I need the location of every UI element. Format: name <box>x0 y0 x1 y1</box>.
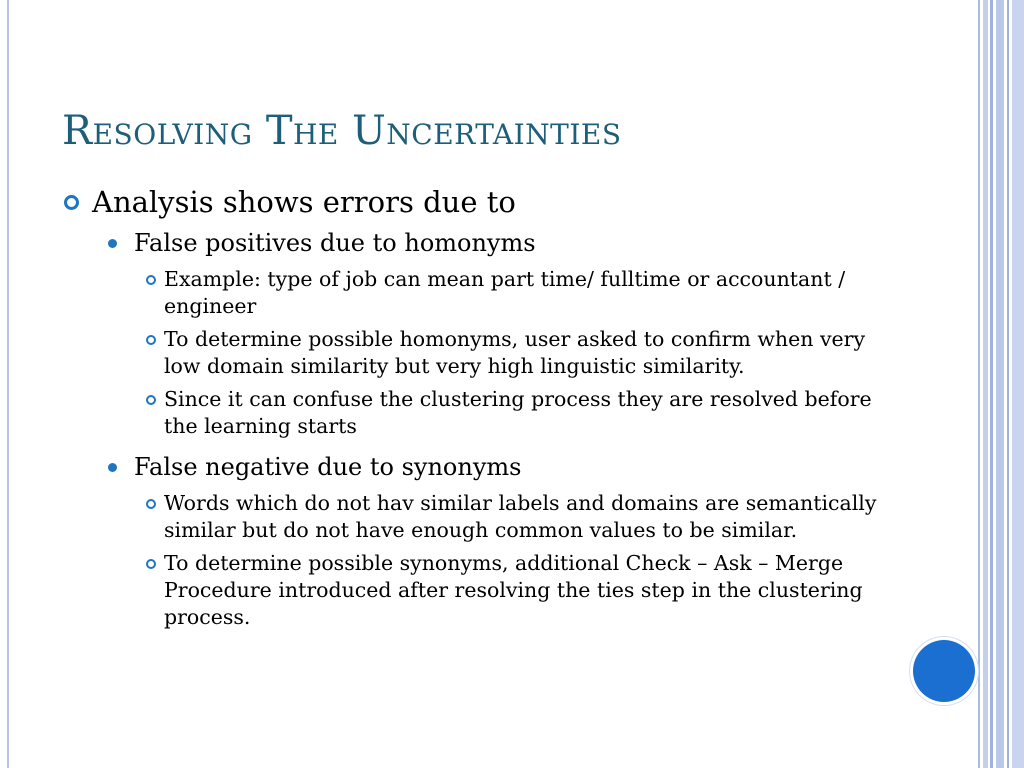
right-stripe <box>990 0 993 768</box>
bullet-text: False negative due to synonyms <box>134 453 522 481</box>
dot-bullet-icon <box>108 239 117 248</box>
bullet-text: To determine possible homonyms, user asked to confirm when very low domain similarity but very high linguistic similarity. <box>164 327 866 378</box>
ring-bullet-icon <box>146 335 156 345</box>
bullet-text: False positives due to homonyms <box>134 229 536 257</box>
right-stripe <box>978 0 980 768</box>
bullet-text: Analysis shows errors due to <box>92 185 516 219</box>
ring-bullet-icon <box>146 395 156 405</box>
bullet-level-1 <box>64 182 894 222</box>
bullet-text: Since it can confuse the clustering process they are resolved before the learning starts <box>164 387 872 438</box>
right-stripe <box>996 0 1004 768</box>
bullet-level-3 <box>146 266 894 320</box>
right-stripe <box>1012 0 1024 768</box>
bullet-text: To determine possible synonyms, additional Check – Ask – Merge Procedure introduced after resolving the ties step in the clustering process. <box>164 551 863 629</box>
dot-bullet-icon <box>108 463 117 472</box>
bullet-level-3 <box>146 490 894 544</box>
slide-title: Resolving The Uncertainties <box>62 108 622 154</box>
right-stripe <box>1007 0 1009 768</box>
bullet-level-3 <box>146 326 894 380</box>
bullet-level-3 <box>146 386 894 440</box>
slide-body <box>64 182 894 637</box>
ring-bullet-icon <box>146 559 156 569</box>
decorative-circle <box>913 640 975 702</box>
bullet-level-2 <box>108 452 894 482</box>
ring-bullet-icon <box>146 275 156 285</box>
right-stripe <box>983 0 988 768</box>
ring-bullet-icon <box>64 195 79 210</box>
left-frame-line <box>7 0 9 768</box>
bullet-level-2 <box>108 228 894 258</box>
bullet-text: Words which do not hav similar labels and domains are semantically similar but do not have enough common values to be similar. <box>164 491 877 542</box>
bullet-level-3 <box>146 550 894 631</box>
ring-bullet-icon <box>146 499 156 509</box>
bullet-text: Example: type of job can mean part time/ fulltime or accountant / engineer <box>164 267 846 318</box>
